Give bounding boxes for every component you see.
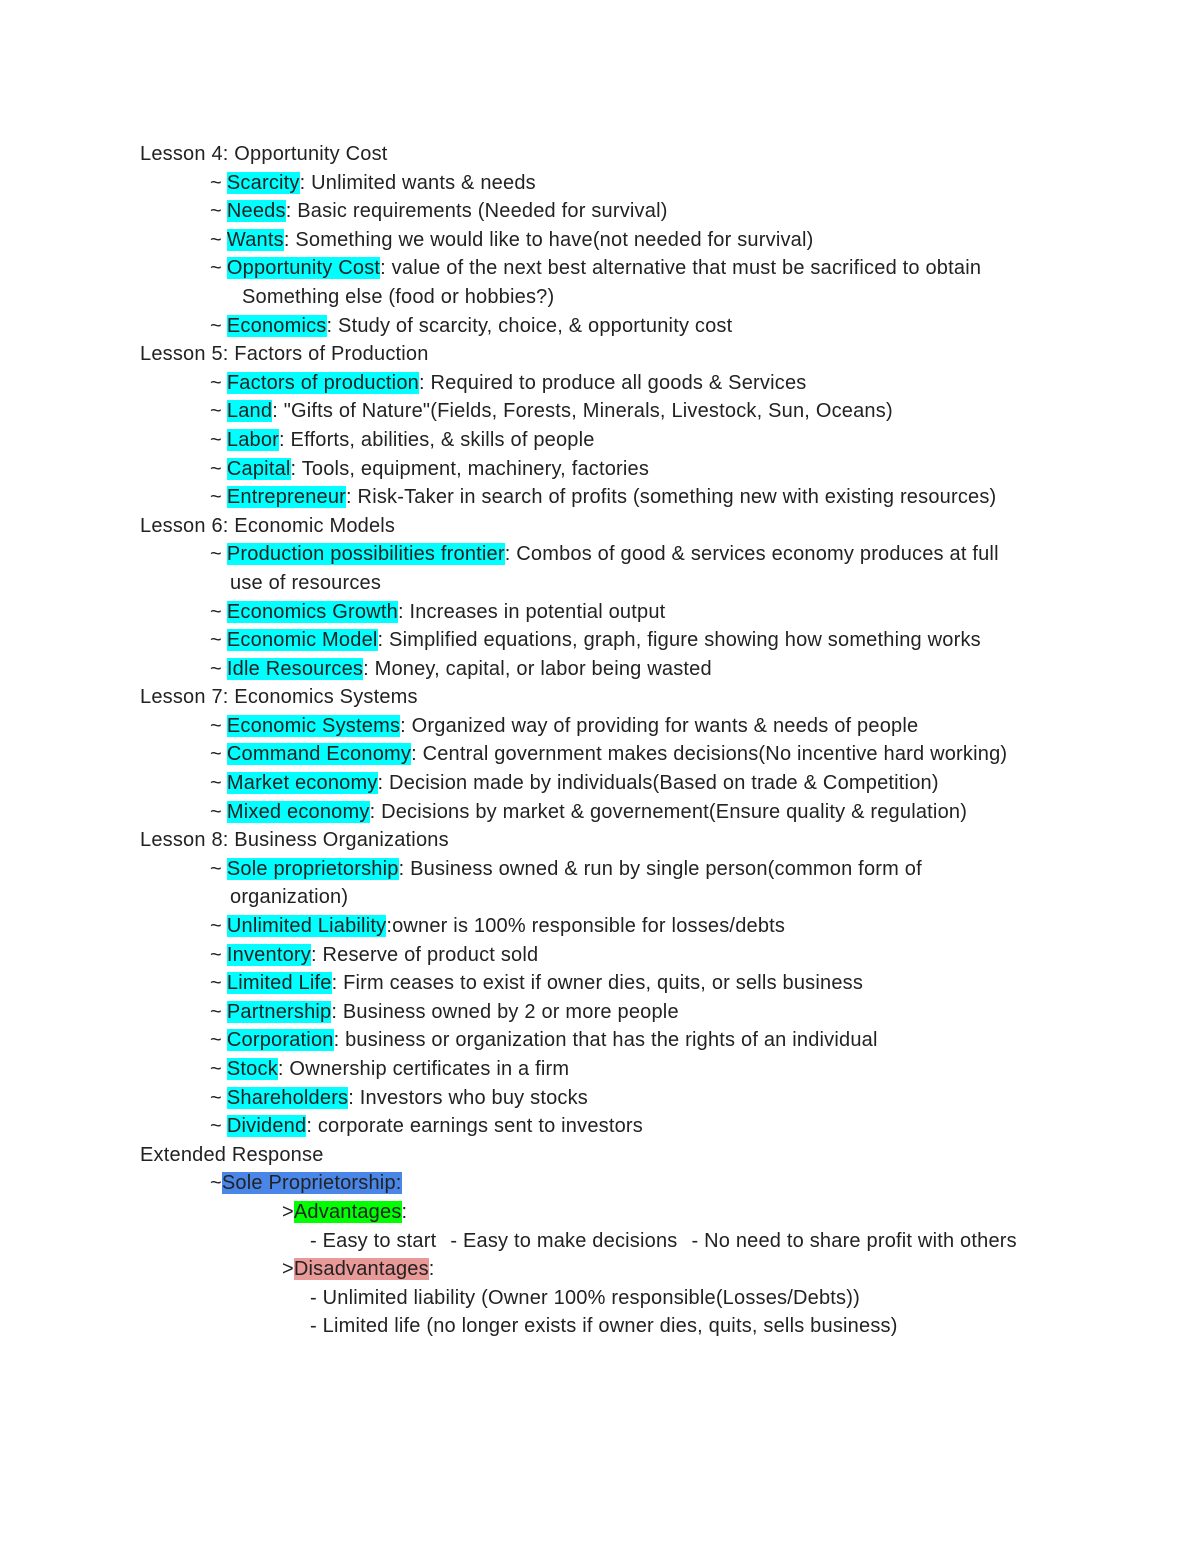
lesson-heading: Lesson 8: Business Organizations (140, 829, 449, 852)
term-definition: : Unlimited wants & needs (299, 171, 536, 194)
term-highlight: Capital (226, 457, 291, 480)
disadvantage-point: - Limited life (no longer exists if owner dies, quits, sells business) (310, 1315, 898, 1338)
term-definition: : Increases in potential output (397, 600, 666, 623)
term-highlight: Land (226, 400, 273, 423)
list-item: ~ Market economy: Decision made by individuals(Based on trade & Competition) (210, 772, 939, 795)
list-item: ~ Stock: Ownership certificates in a firm (210, 1058, 570, 1080)
term-highlight: Economics (226, 314, 327, 337)
list-item: ~ Wants: Something we would like to have(not needed for survival) (210, 228, 814, 251)
term-highlight: Sole proprietorship (226, 857, 399, 880)
term-highlight: Limited Life (226, 972, 332, 995)
disadvantages-heading: >Disadvantages: (282, 1258, 435, 1281)
advantage-point: - Easy to start (310, 1229, 437, 1252)
term-highlight: Market economy (226, 772, 378, 795)
lesson-heading: Lesson 7: Economics Systems (140, 686, 418, 709)
term-definition: : Business owned & run by single person(common form of (398, 857, 922, 880)
list-item: ~ Entrepreneur: Risk-Taker in search of profits (something new with existing resources) (210, 486, 997, 509)
list-item: ~ Unlimited Liability:owner is 100% responsible for losses/debts (210, 915, 786, 938)
term-highlight: Stock (226, 1058, 278, 1080)
term-definition: : Reserve of product sold (310, 943, 539, 966)
term-highlight: Economics Growth (226, 600, 398, 623)
list-item: ~ Scarcity: Unlimited wants & needs (210, 171, 536, 194)
term-definition: : "Gifts of Nature"(Fields, Forests, Minerals, Livestock, Sun, Oceans) (272, 400, 893, 423)
term-highlight: Mixed economy (226, 800, 370, 823)
term-definition: : corporate earnings sent to investors (306, 1115, 643, 1138)
term-highlight: Dividend (226, 1115, 307, 1138)
term-highlight: Wants (226, 228, 284, 251)
extended-topic: ~Sole Proprietorship: (210, 1172, 402, 1195)
list-item: ~ Land: "Gifts of Nature"(Fields, Forests, Minerals, Livestock, Sun, Oceans) (210, 400, 893, 423)
list-item: ~ Factors of production: Required to produce all goods & Services (210, 371, 807, 394)
term-definition: : Firm ceases to exist if owner dies, quits, or sells business (331, 972, 864, 995)
list-item-continuation: use of resources (230, 571, 382, 594)
advantage-point: - Easy to make decisions (450, 1229, 678, 1252)
advantages-heading: >Advantages: (282, 1200, 408, 1223)
advantage-point: - No need to share profit with others (691, 1229, 1017, 1252)
term-highlight: Idle Resources (226, 657, 364, 680)
term-highlight: Economic Systems (226, 714, 401, 737)
term-definition: : Required to produce all goods & Services (418, 371, 807, 394)
term-highlight: Factors of production (226, 371, 419, 394)
term-highlight: Partnership (226, 1000, 332, 1023)
list-item: ~ Limited Life: Firm ceases to exist if owner dies, quits, or sells business (210, 972, 864, 995)
list-item: ~ Corporation: business or organization that has the rights of an individual (210, 1029, 878, 1052)
term-definition: : Money, capital, or labor being wasted (363, 657, 712, 680)
list-item: ~ Needs: Basic requirements (Needed for survival) (210, 200, 668, 223)
list-item: ~ Production possibilities frontier: Combos of good & services economy produces at full (210, 543, 999, 566)
term-highlight: Needs (226, 200, 286, 223)
term-definition: : Business owned by 2 or more people (331, 1000, 679, 1023)
list-item: ~ Inventory: Reserve of product sold (210, 943, 539, 966)
term-definition: : Risk-Taker in search of profits (something new with existing resources) (346, 486, 997, 509)
term-highlight: Labor (226, 428, 280, 451)
list-item: ~ Economic Model: Simplified equations, graph, figure showing how something works (210, 629, 981, 652)
lesson-heading: Lesson 5: Factors of Production (140, 343, 429, 366)
list-item: ~ Economics Growth: Increases in potential output (210, 600, 666, 623)
list-item: ~ Sole proprietorship: Business owned & run by single person(common form of (210, 857, 922, 880)
lesson-heading: Lesson 4: Opportunity Cost (140, 143, 388, 165)
list-item: ~ Mixed economy: Decisions by market & governement(Ensure quality & regulation) (210, 800, 968, 823)
term-definition: : Combos of good & services economy produces at full (504, 543, 999, 566)
term-definition: : Basic requirements (Needed for survival) (285, 200, 668, 223)
list-item: ~ Idle Resources: Money, capital, or labor being wasted (210, 657, 712, 680)
term-definition: : Organized way of providing for wants & needs of people (400, 714, 919, 737)
term-highlight: Opportunity Cost (226, 257, 381, 280)
term-highlight: Command Economy (226, 743, 412, 766)
term-definition: : Decision made by individuals(Based on trade & Competition) (377, 772, 939, 795)
term-definition: : value of the next best alternative that must be sacrificed to obtain (380, 257, 982, 280)
notes-body (140, 140, 1080, 1341)
term-definition: : Study of scarcity, choice, & opportunity cost (326, 314, 733, 337)
list-item-continuation: organization) (230, 886, 349, 909)
term-definition: : Tools, equipment, machinery, factories (290, 457, 650, 480)
term-highlight: Unlimited Liability (226, 915, 387, 938)
lesson-heading: Lesson 6: Economic Models (140, 514, 396, 537)
list-item: ~ Capital: Tools, equipment, machinery, factories (210, 457, 650, 480)
term-definition: : Investors who buy stocks (348, 1086, 589, 1109)
term-highlight: Shareholders (226, 1086, 349, 1109)
term-definition: : Efforts, abilities, & skills of people (279, 428, 595, 451)
list-item: ~ Partnership: Business owned by 2 or more people (210, 1000, 679, 1023)
list-item: ~ Shareholders: Investors who buy stocks (210, 1086, 589, 1109)
term-definition: : Ownership certificates in a firm (277, 1058, 570, 1080)
term-definition: : Something we would like to have(not needed for survival) (283, 228, 814, 251)
list-item: ~ Economics: Study of scarcity, choice, & opportunity cost (210, 314, 733, 337)
term-definition: : business or organization that has the rights of an individual (333, 1029, 878, 1052)
term-highlight: Entrepreneur (226, 486, 347, 509)
sole-proprietorship-highlight: Sole Proprietorship: (221, 1172, 402, 1195)
list-item: ~ Opportunity Cost: value of the next best alternative that must be sacrificed to obtain (210, 257, 982, 280)
list-item: ~ Command Economy: Central government makes decisions(No incentive hard working) (210, 743, 1008, 766)
term-definition: : Decisions by market & governement(Ensure quality & regulation) (369, 800, 968, 823)
term-definition: : Central government makes decisions(No incentive hard working) (411, 743, 1008, 766)
disadvantage-point: - Unlimited liability (Owner 100% responsible(Losses/Debts)) (310, 1286, 860, 1309)
list-item: ~ Labor: Efforts, abilities, & skills of people (210, 428, 595, 451)
term-definition: : Simplified equations, graph, figure showing how something works (377, 629, 981, 652)
list-item: ~ Economic Systems: Organized way of providing for wants & needs of people (210, 714, 919, 737)
term-definition: :owner is 100% responsible for losses/debts (386, 915, 786, 938)
list-item-continuation: Something else (food or hobbies?) (242, 285, 555, 308)
term-highlight: Economic Model (226, 629, 378, 652)
term-highlight: Inventory (226, 943, 311, 966)
disadvantages-highlight: Disadvantages (293, 1258, 429, 1281)
term-highlight: Production possibilities frontier (226, 543, 505, 566)
advantages-points (140, 1227, 1080, 1256)
term-highlight: Corporation (226, 1029, 334, 1052)
section-heading: Extended Response (140, 1143, 324, 1166)
list-item: ~ Dividend: corporate earnings sent to investors (210, 1115, 643, 1138)
advantages-highlight: Advantages (293, 1200, 402, 1223)
term-highlight: Scarcity (226, 171, 300, 194)
